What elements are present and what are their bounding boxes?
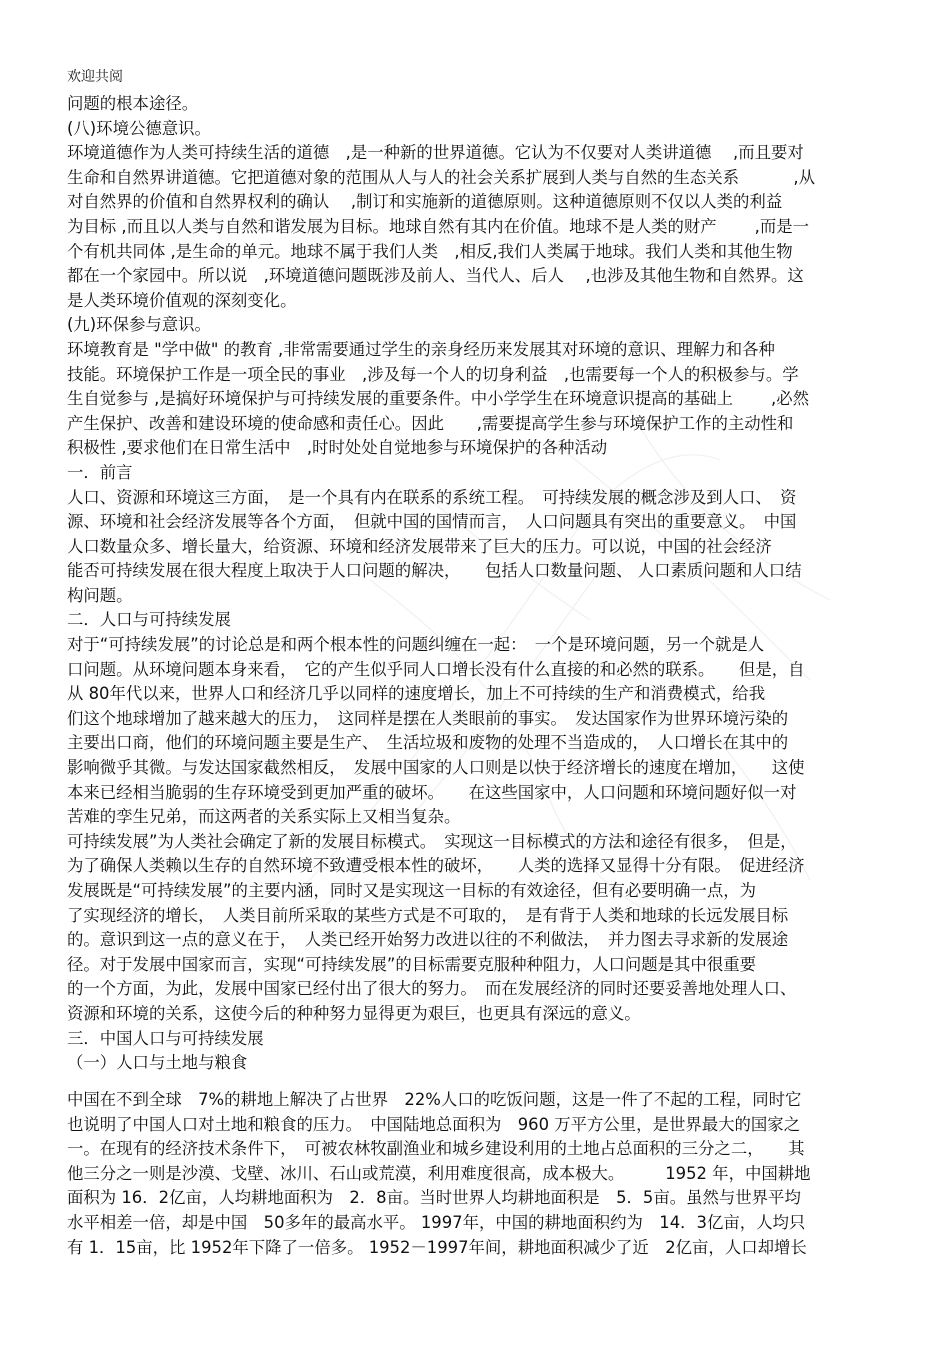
text-line: 积极性 ,要求他们在日常生活中 ,时时处处自觉地参与环境保护的各种活动 [67, 438, 608, 458]
section-heading: 三．中国人口与可持续发展 [67, 1028, 264, 1048]
text-line: 也说明了中国人口对土地和粮食的压力。 中国陆地总面积为 960 万平方公里，是世界最大的国家之 [67, 1114, 801, 1134]
text-line: 面积为 16．2亿亩，人均耕地面积为 2．8亩。当时世界人均耕地面积是 5．5亩。虽然与世界平均 [67, 1188, 801, 1208]
section-heading: 一．前言 [67, 462, 133, 482]
text-line: 技能。环境保护工作是一项全民的事业 ,涉及每一个人的切身利益 ,也需要每一个人的积极参与。学 [67, 364, 799, 384]
text-line: 对自然界的价值和自然界权利的确认 ,制订和实施新的道德原则。这种道德原则不仅以人类的利益 [67, 192, 783, 212]
text-line: 构问题。 [67, 585, 133, 605]
text-line: 环境道德作为人类可持续生活的道德 ,是一种新的世界道德。它认为不仅要对人类讲道德 ,而且要对 [67, 143, 804, 163]
section-heading: 二．人口与可持续发展 [67, 610, 231, 630]
section-heading: (九)环保参与意识。 [67, 315, 211, 335]
text-line: 环境教育是 "学中做" 的教育 ,非常需要通过学生的亲身经历来发展其对环境的意识、理解力和各种 [67, 339, 775, 359]
text-line: 可持续发展”为人类社会确定了新的发展目标模式。 实现这一目标模式的方法和途径有很多， 但是， [67, 831, 797, 851]
text-line: 口问题。从环境问题本身来看， 它的产生似乎同人口增长没有什么直接的和必然的联系。 但是，自 [67, 659, 805, 679]
text-line: 了实现经济的增长， 人类目前所采取的某些方式是不可取的， 是有背于人类和地球的长远发展目标 [67, 905, 789, 925]
page-header: 欢迎共阅 [67, 69, 123, 85]
text-line: 生命和自然界讲道德。它把道德对象的范围从人与人的社会关系扩展到人类与自然的生态关系 ,从 [67, 167, 815, 187]
text-line: 都在一个家园中。所以说 ,环境道德问题既涉及前人、当代人、后人 ,也涉及其他生物和自然界。这 [67, 266, 804, 286]
text-line: 本来已经相当脆弱的生存环境受到更加严重的破坏。 在这些国家中，人口问题和环境问题好似一对 [67, 782, 797, 802]
text-line: 源、环境和社会经济发展等各个方面， 但就中国的国情而言， 人口问题具有突出的重要意义。 中国 [67, 512, 797, 532]
text-line: 一。在现有的经济技术条件下， 可被农林牧副渔业和城乡建设利用的土地占总面积的三分之二， 其 [67, 1139, 805, 1159]
text-line: 的一个方面，为此，发展中国家已经付出了很大的努力。 而在发展经济的同时还要妥善地处理人口、 [67, 979, 797, 999]
text-line: 能否可持续发展在很大程度上取决于人口问题的解决， 包括人口数量问题、 人口素质问题和人口结 [67, 561, 802, 581]
text-line: 产生保护、改善和建设环境的使命感和责任心。因此 ,需要提高学生参与环境保护工作的主动性和 [67, 413, 794, 433]
text-line: 水平相差一倍，却是中国 50多年的最高水平。 1997年，中国的耕地面积约为 14．3亿亩，人均只 [67, 1212, 806, 1232]
subsection-heading: （一）人口与土地与粮食 [67, 1053, 248, 1073]
text-line: 们这个地球增加了越来越大的压力， 这同样是摆在人类眼前的事实。 发达国家作为世界环境污染的 [67, 708, 789, 728]
text-line: 径。对于发展中国家而言，实现“可持续发展”的目标需要克服种种阻力，人口问题是其中很重要 [67, 954, 756, 974]
text-line: 为目标 ,而且以人类与自然和谐发展为目标。地球自然有其内在价值。地球不是人类的财产 ,而是一 [67, 216, 810, 236]
text-line: 从 80年代以来，世界人口和经济几乎以同样的速度增长，加上不可持续的生产和消费模式，给我 [67, 684, 766, 704]
body-text-continued [67, 1088, 887, 1260]
text-line: 人口数量众多、增长量大，给资源、环境和经济发展带来了巨大的压力。可以说，中国的社会经济 [67, 536, 772, 556]
text-line: 主要出口商，他们的环境问题主要是生产、 生活垃圾和废物的处理不当造成的， 人口增长在其中的 [67, 733, 789, 753]
text-line: 生自觉参与 ,是搞好环境保护与可持续发展的重要条件。中小学学生在环境意识提高的基础上 ,必然 [67, 389, 810, 409]
text-line: 对于“可持续发展”的讨论总是和两个根本性的问题纠缠在一起： 一个是环境问题，另一个就是人 [67, 635, 765, 655]
text-line: 是人类环境价值观的深刻变化。 [67, 290, 297, 310]
text-line: 个有机共同体 ,是生命的单元。地球不属于我们人类 ,相反,我们人类属于地球。我们人类和其他生物 [67, 241, 793, 261]
text-line: 人口、资源和环境这三方面， 是一个具有内在联系的系统工程。 可持续发展的概念涉及到人口、 资 [67, 487, 797, 507]
text-line: 发展既是“可持续发展”的主要内涵，同时又是实现这一目标的有效途径，但有必要明确一点，为 [67, 881, 756, 900]
text-line: 苦难的孪生兄弟，而这两者的关系实际上又相当复杂。 [67, 807, 461, 827]
text-line: 中国在不到全球 7%的耕地上解决了占世界 22%人口的吃饭问题，这是一件了不起的工程，同时它 [67, 1090, 802, 1109]
text-line: 的。意识到这一点的意义在于， 人类已经开始努力改进以往的不利做法， 并力图去寻求新的发展途 [67, 930, 789, 950]
text-line: 影响微乎其微。与发达国家截然相反， 发展中国家的人口则是以快于经济增长的速度在增加， 这使 [67, 758, 805, 778]
text-line: 问题的根本途径。 [67, 94, 199, 113]
text-line: 为了确保人类赖以生存的自然环境不致遭受根本性的破坏， 人类的选择又显得十分有限。 促进经济 [67, 856, 805, 876]
text-line: 他三分之一则是沙漠、戈壁、冰川、石山或荒漠，利用难度很高，成本极大。 1952 年，中国耕地 [67, 1163, 811, 1183]
body-text [67, 92, 887, 1076]
text-line: 资源和环境的关系，这使今后的种种努力显得更为艰巨，也更具有深远的意义。 [67, 1003, 641, 1023]
section-heading: (八)环境公德意识。 [67, 118, 211, 138]
text-line: 有 1．15亩，比 1952年下降了一倍多。 1952－1997年间，耕地面积减少了近 2亿亩，人口却增长 [67, 1237, 807, 1257]
